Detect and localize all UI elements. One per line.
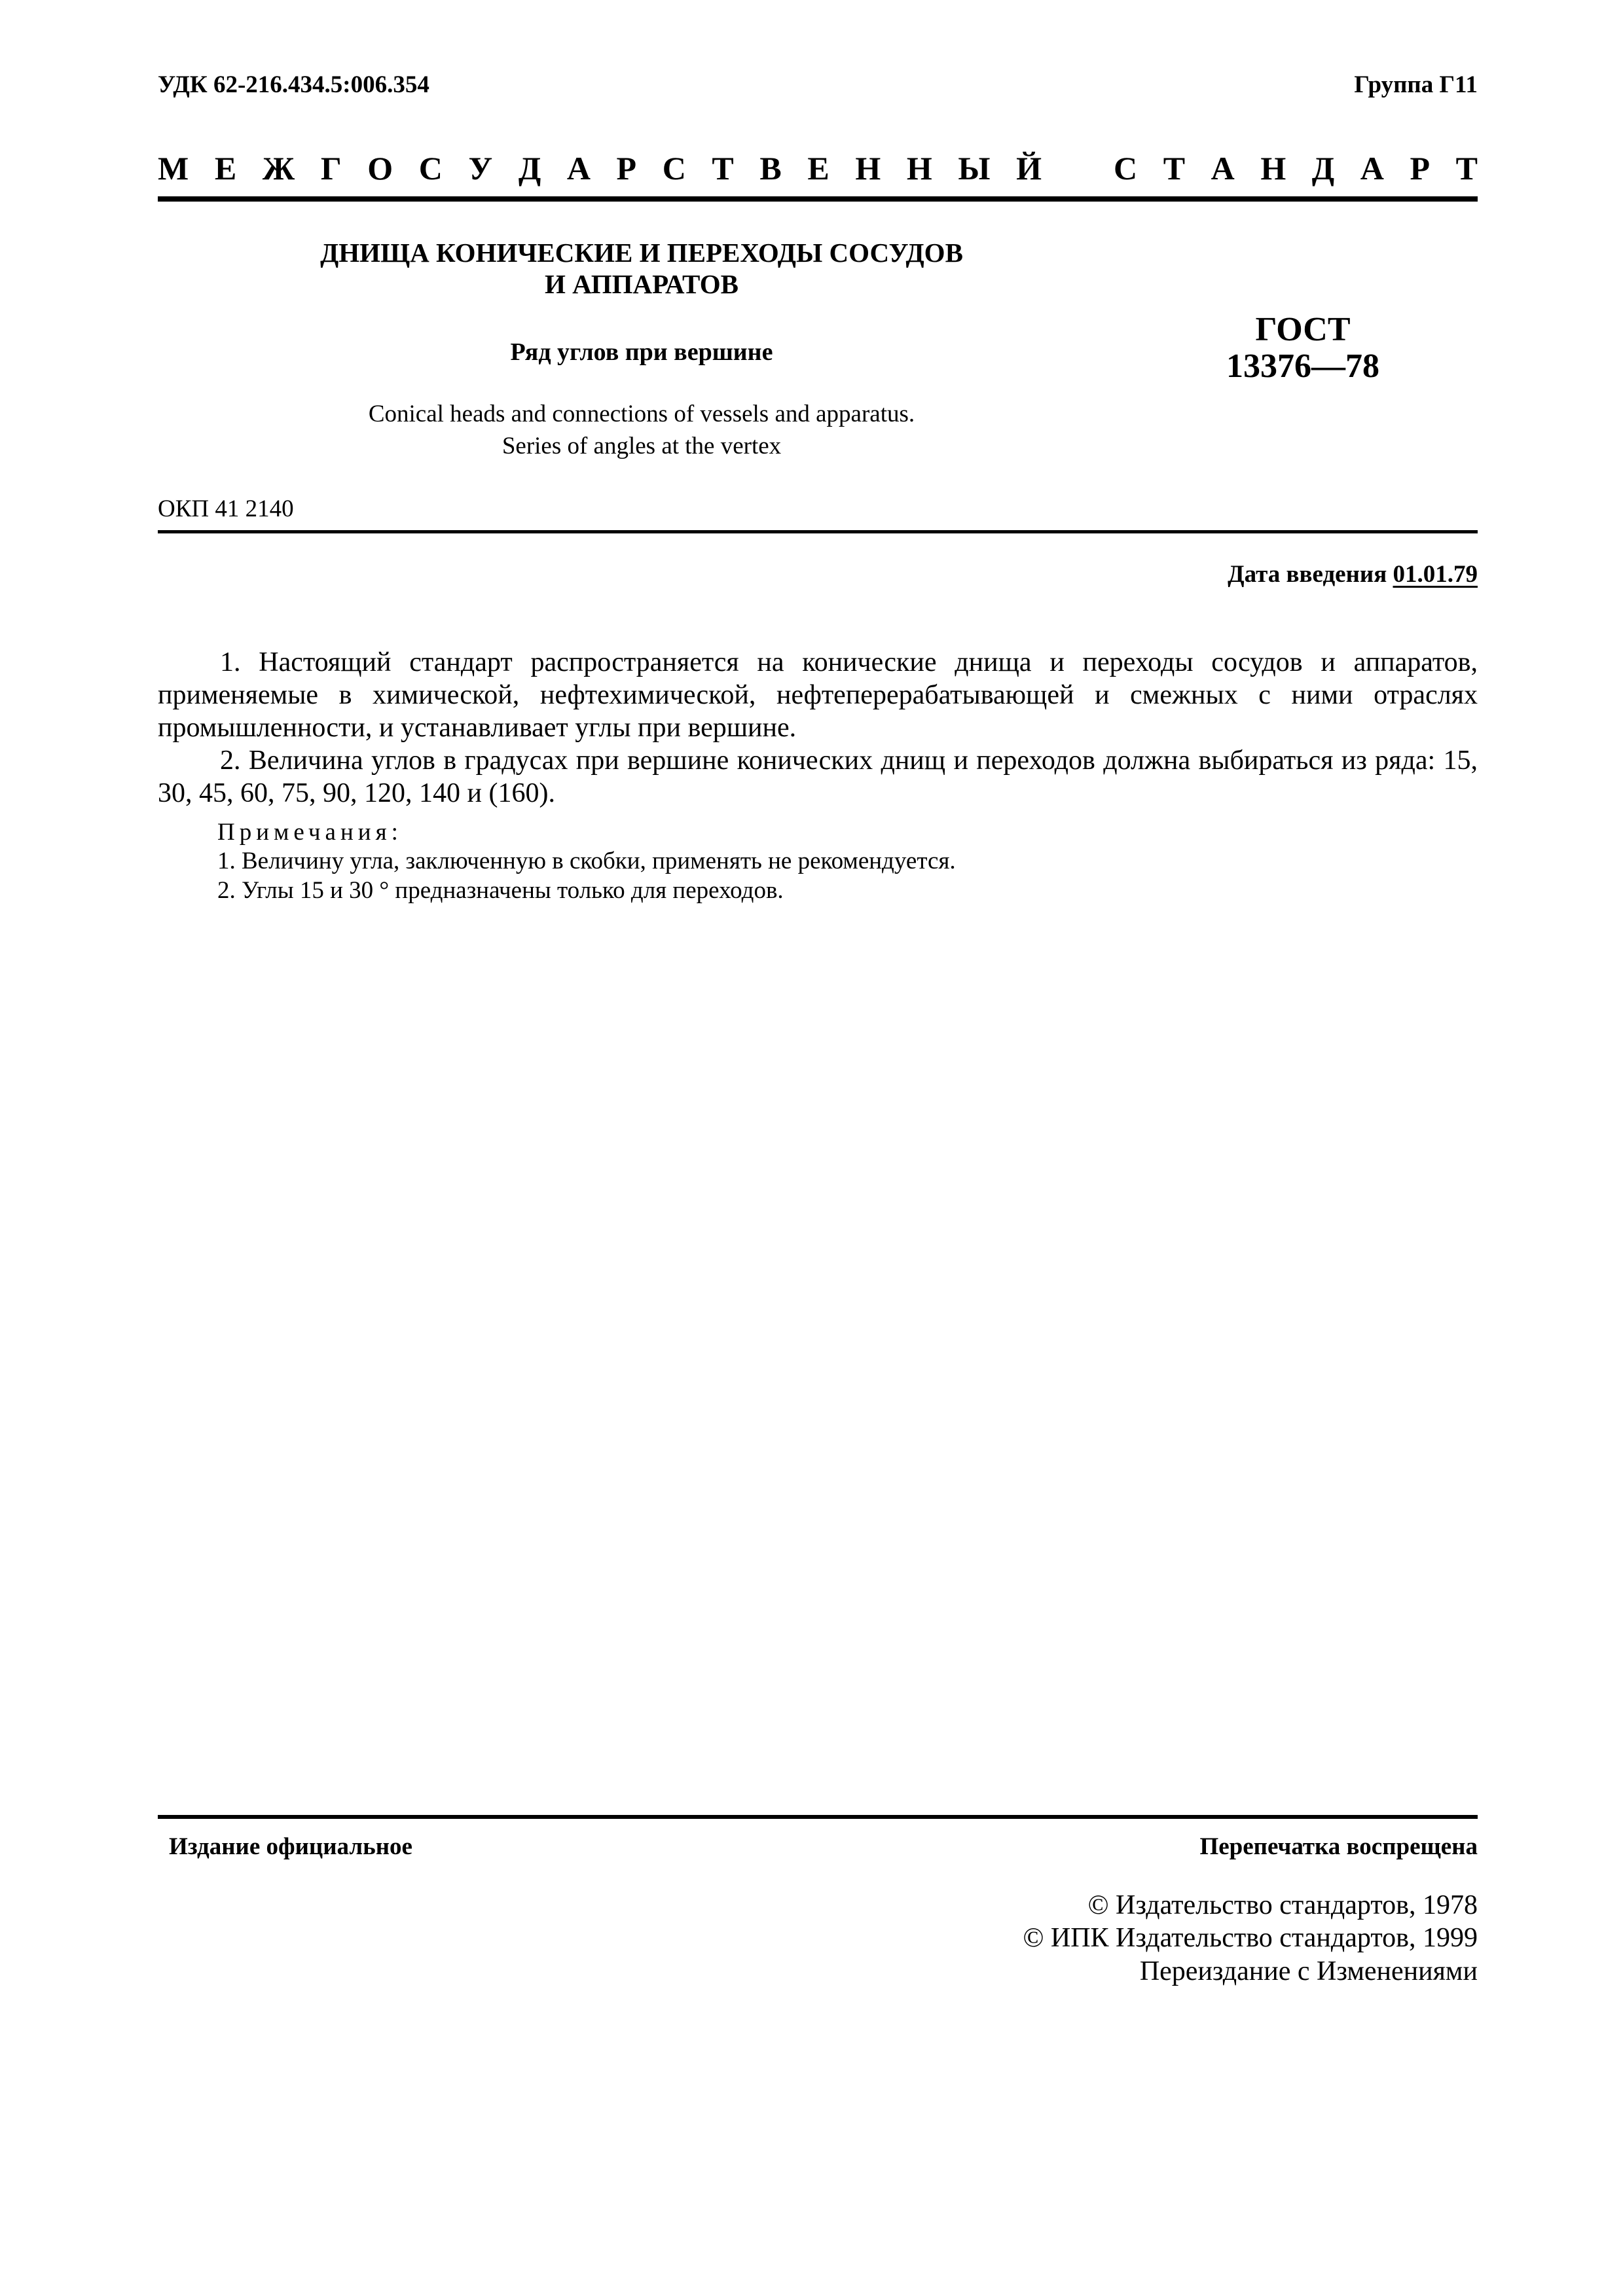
notes (217, 818, 1461, 905)
notes-heading: Примечания: (217, 819, 403, 846)
banner-letter: Р (1410, 150, 1431, 187)
banner-letter: О (367, 150, 393, 187)
english-title (262, 398, 1021, 462)
banner-letter: А (1360, 150, 1384, 187)
banner-letter: С (1114, 150, 1138, 187)
banner-letter: В (759, 150, 782, 187)
copyright-block (1023, 1889, 1478, 1988)
footer-rule (158, 1815, 1478, 1819)
banner-word-interstate (158, 149, 1042, 187)
banner-letter: А (566, 150, 591, 187)
gost-label: ГОСТ (1255, 311, 1351, 348)
effective-date (1228, 560, 1478, 588)
body-text (158, 647, 1478, 810)
banner-letter: А (1211, 150, 1235, 187)
effective-date-label: Дата введения (1228, 561, 1393, 588)
banner-letter: С (418, 150, 443, 187)
banner-letter: Н (855, 150, 881, 187)
group-code: Группа Г11 (1354, 71, 1478, 98)
gost-designation (1152, 312, 1453, 385)
copyright-line-2: © ИПК Издательство стандартов, 1999 (1023, 1923, 1478, 1954)
banner-word-standard (1114, 149, 1478, 187)
title-line-1: ДНИЩА КОНИЧЕСКИЕ И ПЕРЕХОДЫ СОСУДОВ (320, 238, 963, 268)
document-subtitle: Ряд углов при вершине (510, 338, 773, 366)
english-title-line-1: Conical heads and connections of vessels and apparatus. (368, 401, 915, 427)
banner-letter: Г (320, 150, 342, 187)
banner-letter: Н (906, 150, 932, 187)
gost-number: 13376—78 (1226, 348, 1379, 386)
banner-rule (158, 196, 1478, 202)
banner-letter: Д (1311, 150, 1335, 187)
banner-letter: Р (616, 150, 637, 187)
document-title (262, 237, 1021, 300)
official-edition-label: Издание официальное (169, 1833, 412, 1860)
banner-letter: Е (807, 150, 830, 187)
title-line-2: И АППАРАТОВ (545, 269, 739, 300)
banner-letter: Е (214, 150, 237, 187)
effective-date-value: 01.01.79 (1393, 561, 1478, 588)
paragraph-2: 2. Величина углов в градусах при вершине конических днищ и переходов должна выбираться из ряда: 15, 30, 45, 60, 75, 90, 120, 140 и (160). (158, 745, 1478, 808)
standard-banner (158, 149, 1478, 187)
banner-letter: Й (1016, 150, 1042, 187)
banner-letter: Ы (958, 150, 991, 187)
banner-letter: Н (1260, 150, 1286, 187)
header-rule (158, 530, 1478, 533)
paragraph-1: 1. Настоящий стандарт распространяется на конические днища и переходы сосудов и аппаратов, применяемые в химической, нефтехимической, нефтеперерабатывающей и смежных с ними отраслях промышленности, и устанавливает углы при вершине. (158, 647, 1478, 743)
banner-letter: С (662, 150, 686, 187)
udc-code: УДК 62-216.434.5:006.354 (158, 71, 429, 98)
banner-letter: Т (1163, 150, 1186, 187)
banner-letter: У (468, 150, 493, 187)
banner-letter: Ж (262, 150, 295, 187)
note-item: 1. Величину угла, заключенную в скобки, применять не рекомендуется. (217, 848, 956, 875)
republication-note: Переиздание с Изменениями (1139, 1956, 1478, 1986)
banner-letter: Т (1455, 150, 1478, 187)
reprint-prohibited-label: Перепечатка воспрещена (1199, 1833, 1478, 1860)
english-title-line-2: Series of angles at the vertex (501, 433, 782, 460)
okp-code: ОКП 41 2140 (158, 495, 294, 522)
copyright-line-1: © Издательство стандартов, 1978 (1087, 1890, 1478, 1920)
banner-letter: Т (712, 150, 734, 187)
banner-letter: М (158, 150, 189, 187)
banner-letter: Д (518, 150, 541, 187)
note-item: 2. Углы 15 и 30 ° предназначены только для переходов. (217, 876, 784, 904)
